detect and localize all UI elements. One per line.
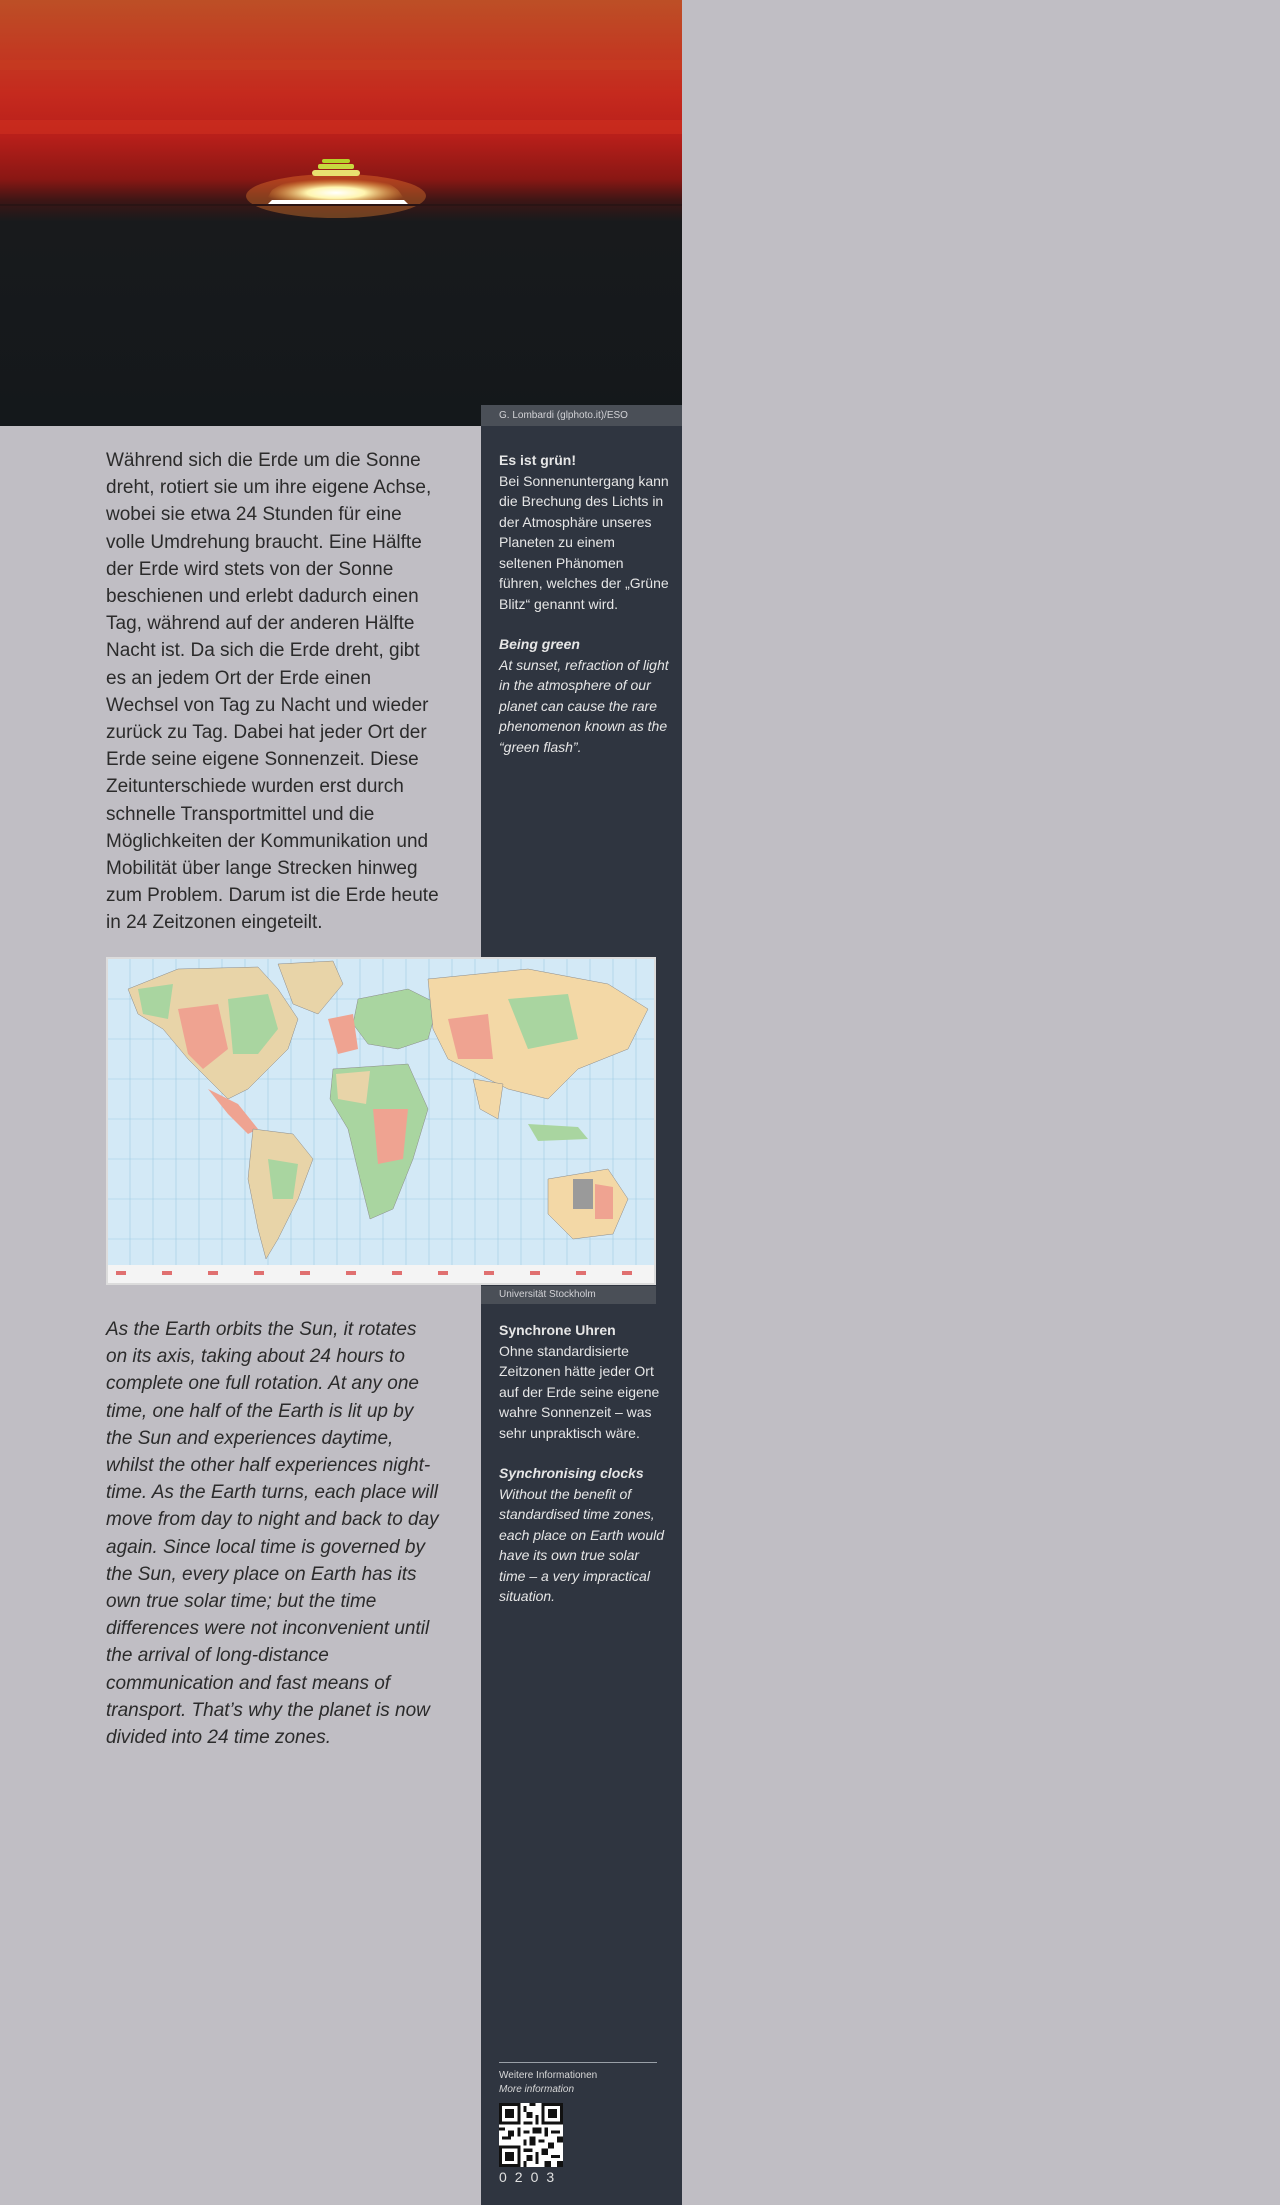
green-flash-heading-en: Being green [499,636,580,652]
map-credit: Universität Stockholm [481,1286,656,1304]
photo-credit: G. Lombardi (glphoto.it)/ESO [481,405,682,426]
divider [499,2062,657,2063]
green-flash-sun-image [0,0,682,426]
clocks-body-de: Ohne standardisierte Zeitzonen hätte jeder Ort auf der Erde seine eigene wahre Sonnenzeit – was sehr unpraktisch wäre. [499,1342,660,1441]
time-zone-map-image [108,959,654,1283]
green-flash-body-de: Bei Sonnenuntergang kann die Brechung des Lichts in der Atmosphäre unseres Planeten zu einem seltenen Phänomen führen, welches der „Grüne Blitz“ genannt wird. [499,472,669,612]
clocks-body-en: Without the benefit of standardised time zones, each place on Earth would have its own true solar time – a very impractical situation. [499,1485,664,1604]
more-information-label-en: More information [499,2084,575,2095]
more-information-label-de: Weitere Informationen [499,2070,598,2081]
clocks-heading-en: Synchronising clocks [499,1465,644,1481]
station-code: 0203 [499,2169,563,2185]
sunset-photo [0,0,682,426]
green-flash-body-en: At sunset, refraction of light in the atmosphere of our planet can cause the rare phenomenon known as the “green flash”. [499,656,669,755]
synchronising-clocks-info [499,1320,669,1607]
green-flash-heading-de: Es ist grün! [499,452,577,468]
more-information [499,2069,597,2097]
intro-text-de: Während sich die Erde um die Sonne dreht, rotiert sie um ihre eigene Achse, wobei sie etwa 24 Stunden für eine volle Umdrehung braucht. Eine Hälfte der Erde wird stets von der Sonne beschienen und erlebt dadurch einen Tag, während auf der anderen Hälfte Nacht ist. Da sich die Erde dreht, gibt es an jedem Ort der Erde einen Wechsel von Tag zu Nacht und wieder zurück zu Tag. Dabei hat jeder Ort der Erde seine eigene Sonnenzeit. Diese Zeitunterschiede wurden erst durch schnelle Transportmittel und die Möglichkeiten der Kommunikation und Mobilität über lange Strecken hinweg zum Problem. Darum ist die Erde heute in 24 Zeitzonen eingeteilt. [106,450,439,934]
green-flash-info [499,450,669,757]
clocks-en [499,1463,669,1607]
qr-code-icon [499,2103,563,2167]
green-flash-en [499,634,669,757]
qr-code[interactable] [499,2103,563,2167]
world-time-zone-map [106,957,656,1285]
intro-text-en: As the Earth orbits the Sun, it rotates on its axis, taking about 24 hours to complete one full rotation. At any one time, one half of the Earth is lit up by the Sun and experiences daytime, whilst the other half experiences night-time. As the Earth turns, each place will move from day to night and back to day again. Since local time is governed by the Sun, every place on Earth has its own true solar time; but the time differences were not inconvenient until the arrival of long-distance communication and fast means of transport. That’s why the planet is now divided into 24 time zones. [106,1319,439,1749]
clocks-heading-de: Synchrone Uhren [499,1322,616,1338]
